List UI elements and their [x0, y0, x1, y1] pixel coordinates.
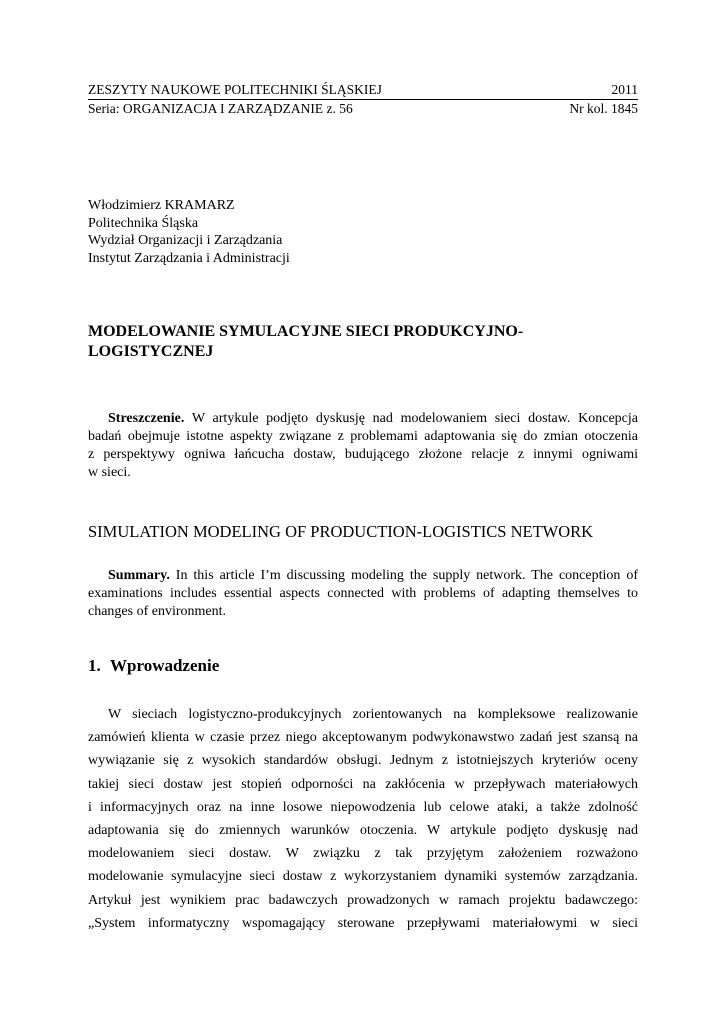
author-institute: Instytut Zarządzania i Administracji: [88, 250, 290, 266]
running-header-bottom: [88, 101, 638, 117]
author-university: Politechnika Śląska: [88, 215, 199, 231]
body-line: zamówień klienta w czasie przez niego akceptowanym podwykonawstwo zadań jest szansą na: [88, 730, 638, 746]
abstract-line: z perspektywy ogniwa łańcucha dostaw, budującego złożone relacje z innymi ogniwami: [88, 447, 638, 462]
body-line: modelowaniem sieci dostaw. W związku z tak przyjętym założeniem rozważono: [88, 846, 638, 862]
journal-name: ZESZYTY NAUKOWE POLITECHNIKI ŚLĄSKIEJ: [88, 82, 382, 97]
title-line-1: MODELOWANIE SYMULACYJNE SIECI PRODUKCYJNO-: [88, 323, 524, 340]
author-faculty: Wydział Organizacji i Zarządzania: [88, 233, 283, 248]
abstract-line: Streszczenie. W artykule podjęto dyskusję nad modelowaniem sieci dostaw. Koncepcja: [108, 411, 638, 426]
body-line: Artykuł jest wynikiem prac badawczych prowadzonych w ramach projektu badawczego:: [88, 892, 638, 908]
author-block: [88, 197, 290, 267]
summary-label: Summary.: [108, 568, 170, 583]
section-number: 1.: [88, 656, 101, 675]
paper-title-english: SIMULATION MODELING OF PRODUCTION-LOGISTICS NETWORK: [88, 522, 594, 541]
header-rule: [88, 99, 638, 100]
section-heading: [88, 655, 219, 677]
body-paragraph: [88, 703, 638, 935]
body-line: „System informatyczny wspomagający sterowane przepływami materiałowymi w sieci: [88, 915, 638, 931]
running-header-top: [88, 82, 638, 98]
section-title: Wprowadzenie: [110, 656, 220, 675]
abstract-line: w sieci.: [88, 465, 131, 480]
body-line: W sieciach logistyczno-produkcyjnych zorientowanych na kompleksowe realizowanie: [108, 707, 638, 722]
body-line: takiej sieci dostaw jest stopień odporności na zakłócenia w przepływach materiałowych: [88, 776, 638, 792]
body-line: modelowanie symulacyjne sieci dostaw z wykorzystaniem dynamiki systemów zarządzania.: [88, 869, 638, 885]
journal-year: 2011: [611, 82, 638, 97]
paper-title-polish: [88, 322, 648, 362]
summary-line: examinations includes essential aspects connected with problems of adapting themselves to: [88, 586, 638, 601]
abstract-label: Streszczenie.: [108, 411, 185, 426]
body-line: adaptowania się do zmiennych warunków otoczenia. W artykule podjęto dyskusję nad: [88, 823, 638, 839]
title-line-2: LOGISTYCZNEJ: [88, 343, 214, 360]
series-name: Seria: ORGANIZACJA I ZARZĄDZANIE z. 56: [88, 101, 353, 116]
author-name: Włodzimierz KRAMARZ: [88, 198, 235, 213]
body-line: i informacyjnych oraz na inne losowe niepowodzenia lub celowe ataki, a także zdolność: [88, 799, 638, 815]
issue-number: Nr kol. 1845: [569, 101, 638, 116]
abstract-english: [88, 567, 638, 621]
abstract-line: badań obejmuje istotne aspekty związane z problemami adaptowania się do zmian otoczenia: [88, 429, 638, 444]
abstract-polish: [88, 410, 638, 482]
summary-line: changes of environment.: [88, 604, 227, 619]
body-line: wywiązanie się z wysokich standardów obsługi. Jednym z istotniejszych kryteriów oceny: [88, 753, 638, 769]
summary-line: Summary. In this article I’m discussing modeling the supply network. The conception of: [108, 568, 638, 583]
